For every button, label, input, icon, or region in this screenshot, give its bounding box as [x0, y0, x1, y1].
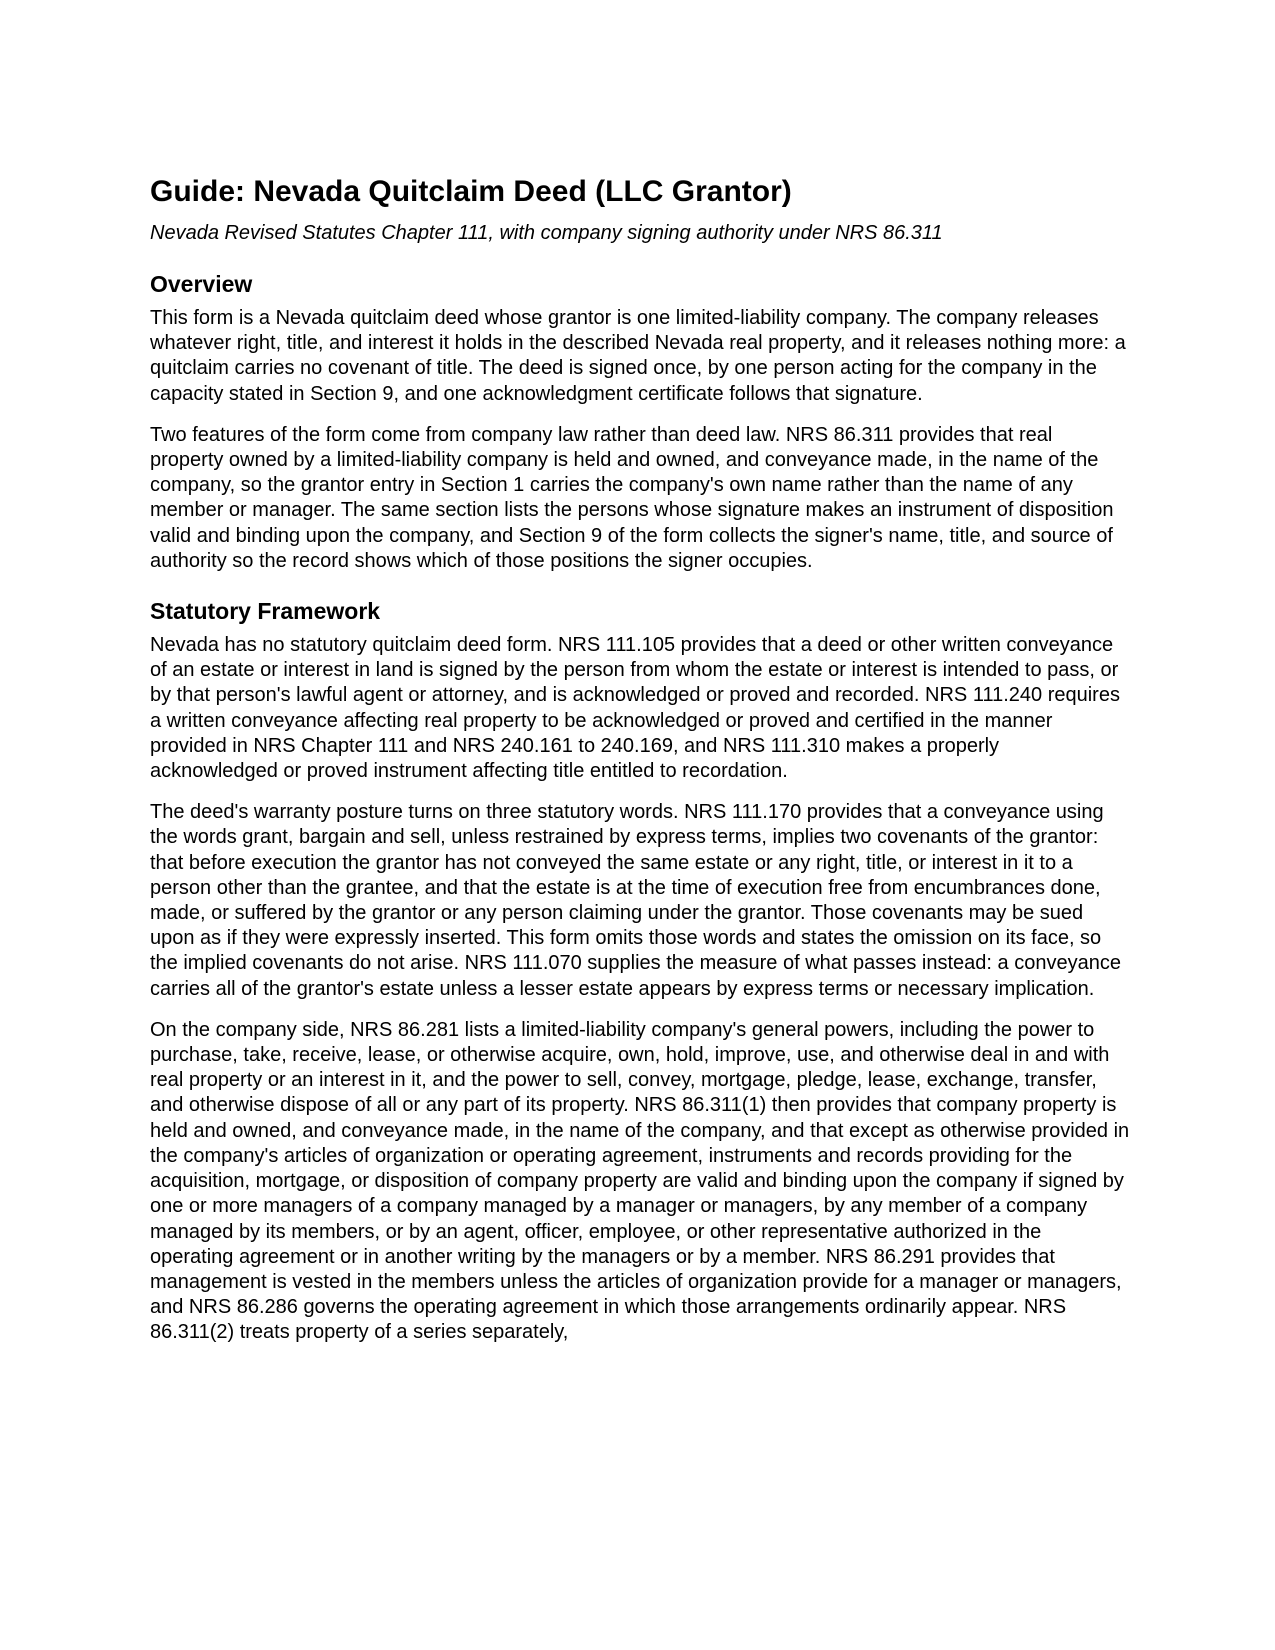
- document-page: [150, 172, 1130, 1362]
- section-heading-statutory-framework: Statutory Framework: [150, 598, 381, 625]
- statutory-paragraph-1: Nevada has no statutory quitclaim deed form. NRS 111.105 provides that a deed or other written conveyance of an estate or interest in land is signed by the person from whom the estate or interest is intended to pass, or by that person's lawful agent or attorney, and is acknowledged or proved and recorded. NRS 111.240 requires a written conveyance affecting real property to be acknowledged or proved and certified in the manner provided in NRS Chapter 111 and NRS 240.161 to 240.169, and NRS 111.310 makes a properly acknowledged or proved instrument affecting title entitled to recordation.: [150, 634, 1120, 783]
- page-title: Guide: Nevada Quitclaim Deed (LLC Grantor): [150, 175, 792, 208]
- statutory-paragraph-2: The deed's warranty posture turns on three statutory words. NRS 111.170 provides that a conveyance using the words grant, bargain and sell, unless restrained by express terms, implies two covenants of the grantor: that before execution the grantor has not conveyed the same estate or any right, title, or interest in it to a person other than the grantee, and that the estate is at the time of execution free from encumbrances done, made, or suffered by the grantor or any person claiming under the grantor. Those covenants may be sued upon as if they were expressly inserted. This form omits those words and states the omission on its face, so the implied covenants do not arise. NRS 111.070 supplies the measure of what passes instead: a conveyance carries all of the grantor's estate unless a lesser estate appears by express terms or necessary implication.: [150, 801, 1121, 1000]
- section-overview: [150, 269, 1130, 574]
- section-statutory-framework: [150, 596, 1130, 1345]
- overview-paragraph-2: Two features of the form come from company law rather than deed law. NRS 86.311 provides that real property owned by a limited-liability company is held and owned, and conveyance made, in the name of the company, so the grantor entry in Section 1 carries the company's own name rather than the name of any member or manager. The same section lists the persons whose signature makes an instrument of disposition valid and binding upon the company, and Section 9 of the form collects the signer's name, title, and source of authority so the record shows which of those positions the signer occupies.: [150, 423, 1114, 572]
- statutory-paragraph-3: On the company side, NRS 86.281 lists a limited-liability company's general powers, including the power to purchase, take, receive, lease, or otherwise acquire, own, hold, improve, use, and otherwise deal in and with real property or an interest in it, and the power to sell, convey, mortgage, pledge, lease, exchange, transfer, and otherwise dispose of all or any part of its property. NRS 86.311(1) then provides that company property is held and owned, and conveyance made, in the name of the company, and that except as otherwise provided in the company's articles of organization or operating agreement, instruments and records providing for the acquisition, mortgage, or disposition of company property are valid and binding upon the company if signed by one or more managers of a company managed by a manager or managers, by any member of a company managed by its members, or by an agent, officer, employee, or other representative authorized in the operating agreement or in another writing by the managers or by a member. NRS 86.291 provides that management is vested in the members unless the articles of organization provide for a manager or managers, and NRS 86.286 governs the operating agreement in which those arrangements ordinarily appear. NRS 86.311(2) treats property of a series separately,: [150, 1018, 1130, 1344]
- overview-paragraph-1: This form is a Nevada quitclaim deed whose grantor is one limited-liability company. The company releases whatever right, title, and interest it holds in the described Nevada real property, and it releases nothing more: a quitclaim carries no covenant of title. The deed is signed once, by one person acting for the company in the capacity stated in Section 9, and one acknowledgment certificate follows that signature.: [150, 307, 1126, 405]
- section-heading-overview: Overview: [150, 271, 253, 297]
- page-subtitle: Nevada Revised Statutes Chapter 111, with company signing authority under NRS 86.311: [150, 222, 943, 244]
